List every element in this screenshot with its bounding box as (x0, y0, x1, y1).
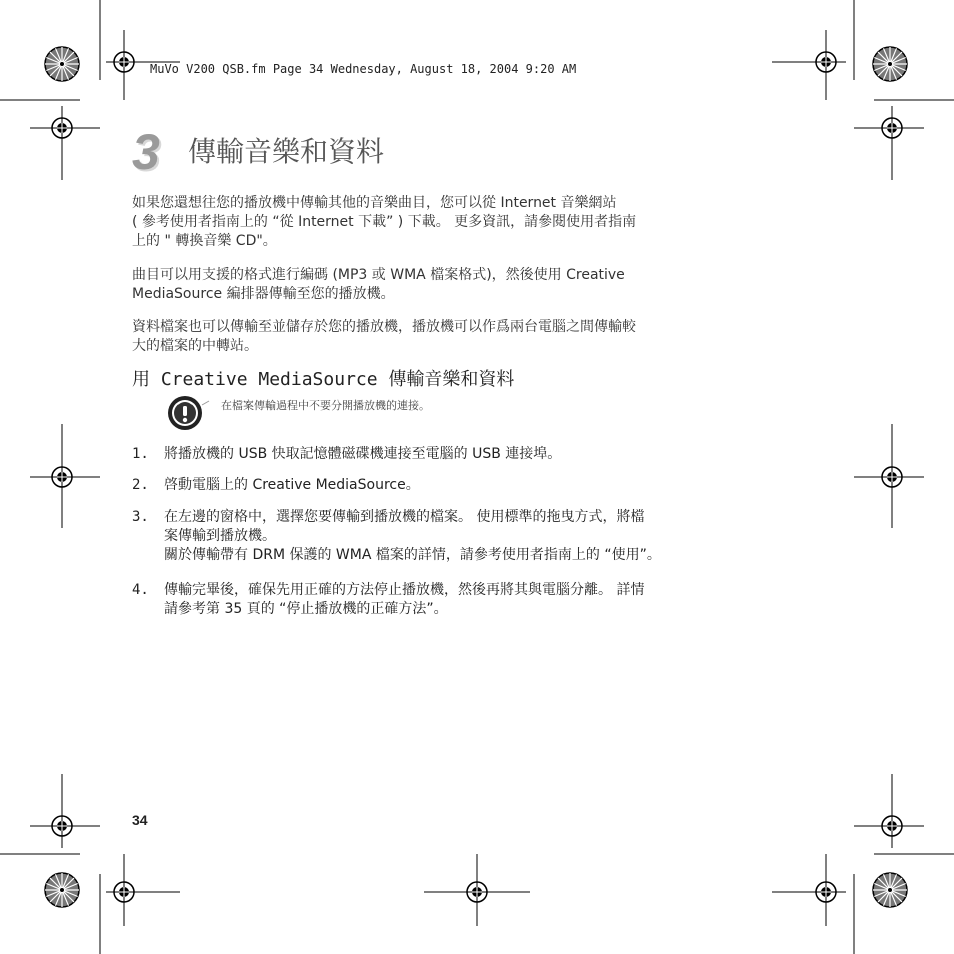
step-text: 請參考第 35 頁的 “停止播放機的正確方法”。 (164, 601, 448, 617)
paragraph-line: 資料檔案也可以傳輸至並儲存於您的播放機，播放機可以作爲兩台電腦之間傳輸較 (132, 319, 636, 335)
step-text: 案傳輸到播放機。 (164, 528, 276, 544)
warning-icon (165, 393, 213, 433)
encoding-paragraph (132, 266, 792, 304)
step-number: 3. (132, 509, 149, 525)
step-item (132, 508, 812, 565)
intro-paragraph (132, 194, 792, 251)
step-item (132, 581, 812, 619)
paragraph-line: 如果您還想往您的播放機中傳輸其他的音樂曲目，您可以從 Internet 音樂網站 (132, 195, 617, 211)
chapter-title: 傳輸音樂和資料 (188, 135, 385, 168)
paragraph-line: 上的 " 轉換音樂 CD"。 (132, 233, 277, 249)
warning-note: 在檔案傳輸過程中不要分開播放機的連接。 (221, 399, 430, 412)
paragraph-line: 曲目可以用支援的格式進行編碼 (MP3 或 WMA 檔案格式)，然後使用 Creative (132, 267, 625, 283)
step-text: 關於傳輸帶有 DRM 保護的 WMA 檔案的詳情，請參考使用者指南上的 “使用”。 (164, 547, 661, 563)
document-source-header: MuVo V200 QSB.fm Page 34 Wednesday, August 18, 2004 9:20 AM (150, 62, 577, 76)
section-heading: 用 Creative MediaSource 傳輸音樂和資料 (132, 369, 515, 390)
chapter-number: 3 (132, 124, 160, 180)
step-text: 傳輸完畢後，確保先用正確的方法停止播放機，然後再將其與電腦分離。 詳情 (164, 582, 645, 598)
data-files-paragraph (132, 318, 792, 356)
step-text: 將播放機的 USB 快取記憶體磁碟機連接至電腦的 USB 連接埠。 (164, 446, 562, 462)
step-number: 4. (132, 582, 149, 598)
step-item (132, 445, 812, 464)
step-text: 在左邊的窗格中，選擇您要傳輸到播放機的檔案。 使用標準的拖曳方式，將檔 (164, 509, 645, 525)
step-text: 啓動電腦上的 Creative MediaSource。 (164, 477, 420, 493)
paragraph-line: 大的檔案的中轉站。 (132, 338, 258, 354)
paragraph-line: ( 參考使用者指南上的 “從 Internet 下載” ) 下載。 更多資訊，請參閱使用者指南 (132, 214, 637, 230)
page-number: 34 (132, 812, 148, 828)
step-number: 2. (132, 477, 149, 493)
step-number: 1. (132, 446, 149, 462)
step-item (132, 476, 812, 495)
paragraph-line: MediaSource 編排器傳輸至您的播放機。 (132, 286, 395, 302)
